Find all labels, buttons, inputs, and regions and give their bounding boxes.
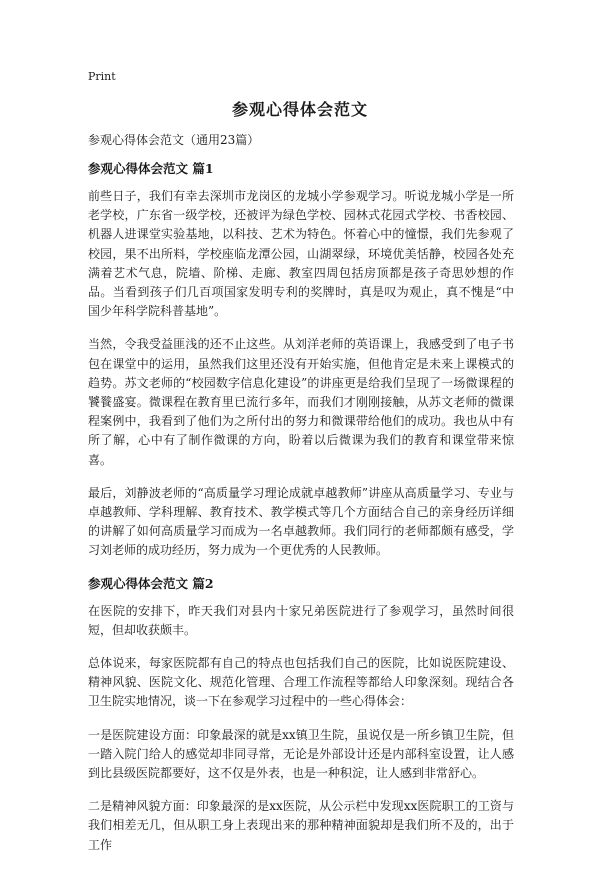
section-1-paragraph-3: 最后，刘静波老师的“高质量学习理论成就卓越教师”讲座从高质量学习、专业与卓越教师、学科理解、教育技术、教学模式等几个方面结合自己的亲身经历详细的讲解了如何高质量学习而成为一名卓越教师。我们同行的老师都颇有感受，学习刘老师的成功经历，努力成为一个更优秀的人民教师。 — [88, 485, 514, 558]
section-1-paragraph-1: 前些日子，我们有幸去深圳市龙岗区的龙城小学参观学习。听说龙城小学是一所老学校，广东省一级学校，还被评为绿色学校、园林式花园式学校、书香校园、机器人进课堂实验基地，以科技、艺术为特色。怀着心中的憧憬，我们先参观了校园，果不出所料，学校座临龙潭公园，山湖翠绿，环境优美恬静，校园各处充满着艺术气息，院墙、阶梯、走廊、教室四周包括房顶都是孩子奇思妙想的作品。当看到孩子们几百项国家发明专利的奖牌时，真是叹为观止，真不愧是“中国少年科学院科普基地”。 — [88, 189, 514, 319]
section-2-paragraph-1: 在医院的安排下，昨天我们对县内十家兄弟医院进行了参观学习，虽然时间很短，但却收获颇丰。 — [88, 603, 514, 637]
section-2-paragraph-3: 一是医院建设方面：印象最深的就是xx镇卫生院，虽说仅是一所乡镇卫生院，但一踏入院门给人的感觉却非同寻常，无论是外部设计还是内部科室设置，让人感到比县级医院都要好，这不仅是外表，也是一种积淀，让人感到非常舒心。 — [88, 727, 514, 781]
document-title: 参观心得体会范文 — [231, 100, 368, 119]
section-heading-1: 参观心得体会范文 篇1 — [88, 161, 214, 176]
section-2-paragraph-4: 二是精神风貌方面：印象最深的是xx医院，从公示栏中发现xx医院职工的工资与我们相差无几，但从职工身上表现出来的那种精神面貌却是我们所不及的，出于工作 — [88, 799, 514, 852]
section-heading-2: 参观心得体会范文 篇2 — [88, 575, 214, 591]
document-body — [88, 160, 514, 869]
document-subtitle: 参观心得体会范文（通用23篇） — [88, 133, 260, 147]
section-1-paragraph-2: 当然，令我受益匪浅的还不止这些。从刘洋老师的英语课上，我感受到了电子书包在课堂中的运用，虽然我们这里还没有开始实施，但他肯定是未来上课模式的趋势。苏文老师的“校园数字信息化建设”的讲座更是给我们呈现了一场微课程的饕餮盛宴。微课程在教育里已流行多年，而我们才刚刚接触，从苏文老师的微课程案例中，我看到了他们为之所付出的努力和微课带给他们的成功。我也从中有所了解，心中有了制作微课的方向，盼着以后微课为我们的教育和课堂带来惊喜。 — [88, 337, 514, 467]
section-2-paragraph-2: 总体说来，每家医院都有自己的特点也包括我们自己的医院，比如说医院建设、精神风貌、医院文化、规范化管理、合理工作流程等都给人印象深刻。现结合各卫生院实地情况，谈一下在参观学习过程中的一些心得体会： — [88, 656, 514, 709]
print-label: Print — [88, 70, 116, 83]
